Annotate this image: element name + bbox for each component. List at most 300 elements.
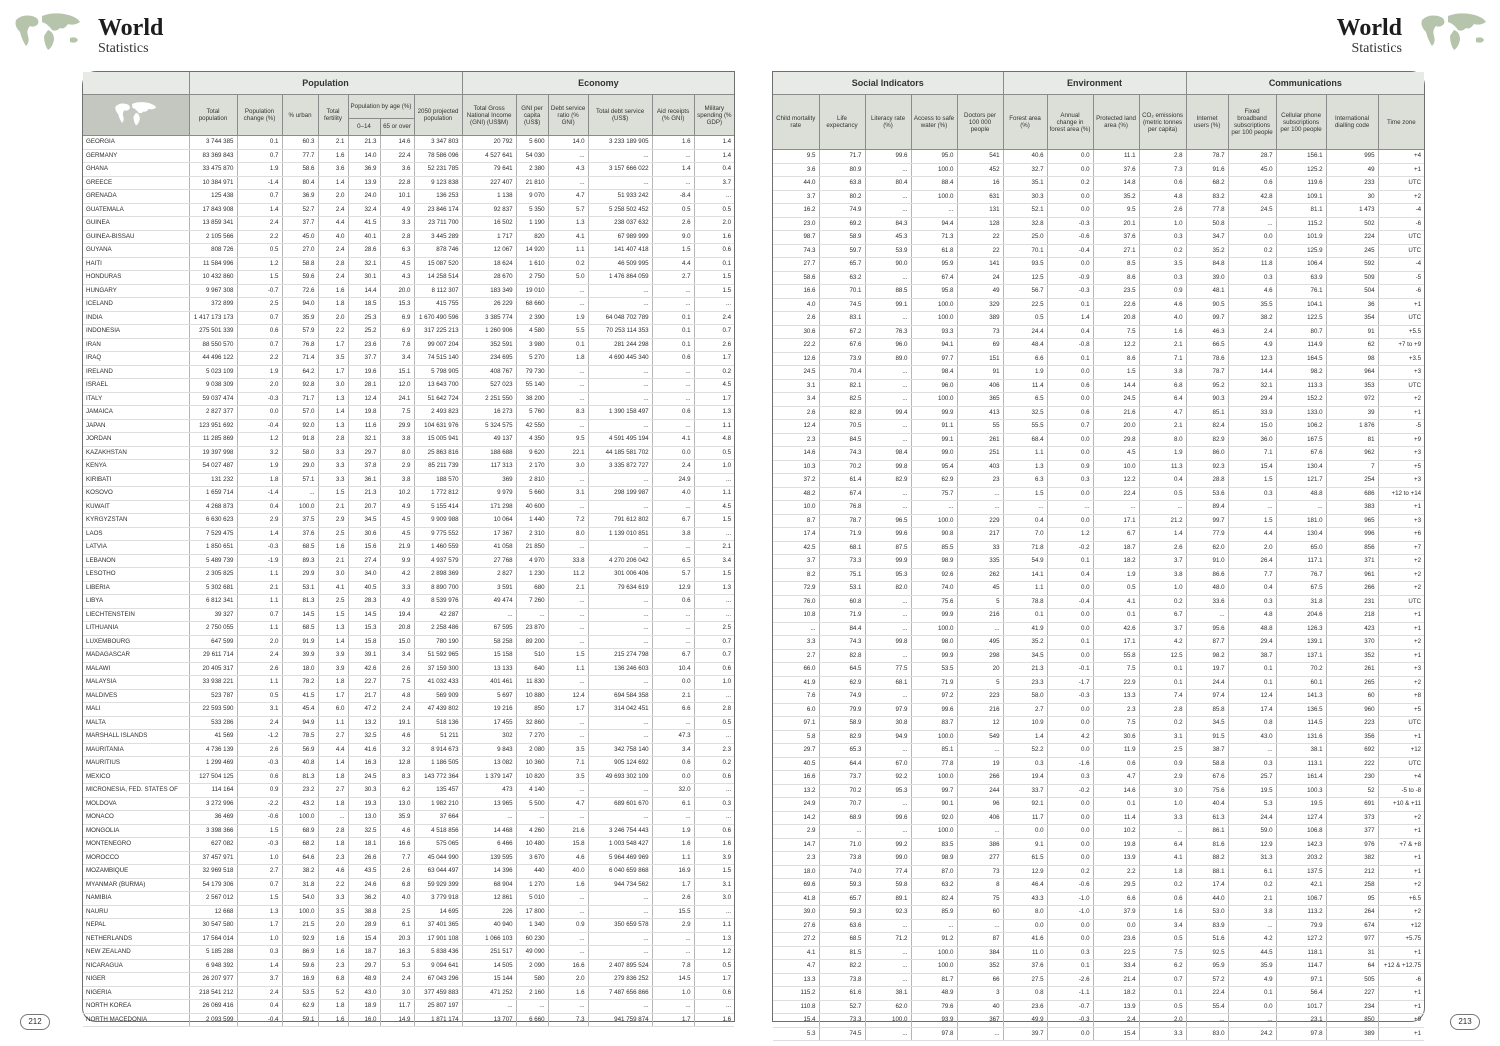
table-cell: 627 082 (189, 838, 237, 852)
table-cell: 905 124 692 (588, 757, 652, 771)
table-cell: 24.4 (1228, 811, 1276, 825)
table-cell: 8.3 (548, 406, 588, 420)
table-cell: 60 230 (516, 932, 548, 946)
table-cell: 130.4 (1276, 528, 1326, 542)
table-cell: 2.0 (237, 635, 282, 649)
table-cell: 2.6 (1139, 204, 1186, 218)
table-cell: 1.0 (1139, 798, 1186, 812)
table-row (83, 608, 734, 622)
table-cell: 15.6 (348, 541, 380, 555)
table-row (773, 1027, 1424, 1041)
table-cell: 98.4 (865, 447, 911, 461)
table-cell: 99.7 (1186, 514, 1228, 528)
table-cell: 100.0 (282, 811, 318, 825)
table-cell: 2 080 (516, 743, 548, 757)
table-cell: 18.2 (1093, 987, 1139, 1001)
table-cell: ... (865, 420, 911, 434)
table-cell: 8.0 (1139, 433, 1186, 447)
table-cell: 23.6 (348, 338, 380, 352)
table-row (83, 487, 734, 501)
table-cell: 0.2 (1139, 879, 1186, 893)
table-cell: 13.2 (348, 716, 380, 730)
table-cell: 6 466 (462, 838, 516, 852)
table-cell: 383 (1326, 501, 1378, 515)
table-cell: 32.4 (348, 203, 380, 217)
country-name: MALAWI (83, 662, 189, 676)
table-cell: -1.6 (1047, 757, 1093, 771)
table-cell: 88.5 (865, 285, 911, 299)
table-row (773, 784, 1424, 798)
table-cell: 1.5 (1003, 487, 1047, 501)
table-cell: ... (694, 689, 734, 703)
table-cell: 48.1 (1186, 285, 1228, 299)
table-cell: 575 065 (414, 838, 462, 852)
table-cell: 2.9 (318, 514, 348, 528)
table-cell: 2.4 (318, 244, 348, 258)
table-cell: 541 (957, 150, 1003, 164)
table-cell: 37 159 300 (414, 662, 462, 676)
table-cell: 3.6 (773, 163, 819, 177)
table-cell: ... (652, 379, 694, 393)
table-cell: +7 to +9 (1378, 339, 1424, 353)
table-cell: 68.1 (865, 676, 911, 690)
table-cell: 329 (957, 298, 1003, 312)
table-cell: 51 933 242 (588, 190, 652, 204)
table-row (83, 568, 734, 582)
table-cell: 0.8 (1003, 987, 1047, 1001)
table-cell: 11.7 (380, 1000, 414, 1014)
table-cell: ... (588, 635, 652, 649)
table-cell: 0.0 (1047, 919, 1093, 933)
table-cell: 234 695 (462, 352, 516, 366)
col-header: Doctors per 100 000 people (957, 95, 1003, 150)
table-cell: 68.9 (819, 811, 865, 825)
table-cell: 4 527 641 (462, 149, 516, 163)
table-cell: 0.0 (1228, 1000, 1276, 1014)
table-cell: ... (652, 635, 694, 649)
table-cell: 10 360 (516, 757, 548, 771)
table-cell: 1 417 173 173 (189, 311, 237, 325)
table-cell: 3.2 (380, 743, 414, 757)
table-cell: 1.1 (548, 662, 588, 676)
table-cell: 3.8 (1139, 568, 1186, 582)
table-cell: 23.2 (282, 784, 318, 798)
table-cell: 0.0 (652, 676, 694, 690)
table-cell: 17.4 (1228, 703, 1276, 717)
table-cell: ... (516, 1000, 548, 1014)
table-cell: 352 591 (462, 338, 516, 352)
table-cell: 2 105 566 (189, 230, 237, 244)
table-row (773, 406, 1424, 420)
table-cell: 1.4 (318, 757, 348, 771)
table-cell: 21.3 (348, 136, 380, 150)
table-row (773, 271, 1424, 285)
table-cell: 92.3 (865, 906, 911, 920)
table-cell: 203.2 (1276, 852, 1326, 866)
table-cell: 0.0 (1047, 393, 1093, 407)
table-cell: 82.9 (819, 730, 865, 744)
table-cell: 136 253 (414, 190, 462, 204)
table-cell: 24.0 (348, 190, 380, 204)
table-cell: 70 253 114 353 (588, 325, 652, 339)
table-cell: 4.7 (1093, 771, 1139, 785)
table-cell: 1.1 (1003, 582, 1047, 596)
table-cell: 15 087 520 (414, 257, 462, 271)
table-cell: 87.7 (1186, 636, 1228, 650)
table-cell: 100.3 (1276, 784, 1326, 798)
table-cell: 8 890 700 (414, 581, 462, 595)
table-cell: 54 179 306 (189, 878, 237, 892)
table-cell: 58.9 (819, 231, 865, 245)
table-row (773, 703, 1424, 717)
table-cell: 10 384 971 (189, 176, 237, 190)
table-cell: 6.7 (652, 649, 694, 663)
table-cell: 188 570 (414, 473, 462, 487)
table-cell: 0.0 (1093, 919, 1139, 933)
table-cell: 141.3 (1276, 690, 1326, 704)
table-cell: 51 592 965 (414, 649, 462, 663)
table-cell: 4 937 579 (414, 554, 462, 568)
table-cell: 0.2 (1228, 879, 1276, 893)
table-cell: -0.9 (1047, 271, 1093, 285)
table-cell: 1 473 (1326, 204, 1378, 218)
table-cell: 1 270 (516, 878, 548, 892)
table-cell: 80.7 (1276, 325, 1326, 339)
table-cell: 317 225 213 (414, 325, 462, 339)
table-cell: 1.6 (318, 932, 348, 946)
table-row (773, 541, 1424, 555)
table-cell: 18.1 (348, 838, 380, 852)
table-cell: 3.5 (1139, 258, 1186, 272)
table-row (83, 176, 734, 190)
table-cell: 84.5 (819, 433, 865, 447)
table-cell: 53.1 (282, 581, 318, 595)
table-cell: 30.6 (773, 325, 819, 339)
table-cell: 41.9 (773, 676, 819, 690)
table-cell: 30.1 (348, 271, 380, 285)
table-cell: 4 268 873 (189, 500, 237, 514)
table-cell: 100.0 (911, 163, 957, 177)
table-cell: 52.7 (819, 1000, 865, 1014)
table-cell: 2.3 (773, 433, 819, 447)
table-cell: 0.4 (694, 163, 734, 177)
table-cell: 13 133 (462, 662, 516, 676)
table-cell: 15 005 941 (414, 433, 462, 447)
country-name: GRENADA (83, 190, 189, 204)
table-cell: 2.8 (694, 703, 734, 717)
table-cell: +1 (1378, 852, 1424, 866)
table-cell: 18.2 (1093, 555, 1139, 569)
table-cell: 83.0 (1186, 1027, 1228, 1041)
table-cell: UTC (1378, 231, 1424, 245)
table-cell: 53.9 (865, 244, 911, 258)
table-cell: 1.9 (652, 824, 694, 838)
table-cell: 0.7 (237, 608, 282, 622)
table-cell: ... (911, 501, 957, 515)
table-cell: 25.2 (348, 325, 380, 339)
country-name: KUWAIT (83, 500, 189, 514)
table-cell: 20.7 (348, 500, 380, 514)
table-cell: 28.6 (348, 244, 380, 258)
header-subtitle: Statistics (1351, 41, 1402, 56)
table-cell: ... (548, 419, 588, 433)
table-cell: ... (588, 392, 652, 406)
table-cell: 4.2 (1228, 933, 1276, 947)
table-cell: 41.5 (282, 689, 318, 703)
table-cell: 1.8 (318, 770, 348, 784)
table-cell: 0.3 (1047, 946, 1093, 960)
table-cell: 5 302 681 (189, 581, 237, 595)
table-cell: 75.7 (911, 487, 957, 501)
table-cell: 13.0 (348, 811, 380, 825)
table-cell: 401 461 (462, 676, 516, 690)
table-cell: 20.0 (1093, 420, 1139, 434)
table-cell: 1.5 (694, 284, 734, 298)
table-cell: 4.2 (1047, 730, 1093, 744)
table-row (773, 663, 1424, 677)
table-cell: 48.9 (911, 987, 957, 1001)
page-header (98, 16, 163, 58)
table-cell: 1.4 (318, 635, 348, 649)
table-cell: 97.8 (1276, 1027, 1326, 1041)
table-cell: 22 (957, 244, 1003, 258)
table-cell: 25 863 816 (414, 446, 462, 460)
table-cell: 3 591 (462, 581, 516, 595)
table-cell: +6 (1378, 528, 1424, 542)
table-cell: 125.9 (1276, 244, 1326, 258)
table-cell: 98.9 (911, 852, 957, 866)
table-cell: +6.5 (1378, 892, 1424, 906)
table-cell: 4.5 (380, 527, 414, 541)
col-header: Literacy rate (%) (865, 95, 911, 150)
table-cell: 32.5 (348, 730, 380, 744)
table-cell: ... (1228, 919, 1276, 933)
table-cell: 52.7 (282, 203, 318, 217)
table-cell: 0.0 (1047, 811, 1093, 825)
table-cell: 2.2 (237, 352, 282, 366)
table-cell: 10.0 (1093, 460, 1139, 474)
table-cell: 510 (516, 649, 548, 663)
table-cell: 65.3 (819, 744, 865, 758)
country-name: MEXICO (83, 770, 189, 784)
table-cell: 76.0 (773, 595, 819, 609)
country-name: IRAQ (83, 352, 189, 366)
table-cell: 0.7 (237, 190, 282, 204)
table-cell: 15.8 (548, 838, 588, 852)
table-cell: 55 140 (516, 379, 548, 393)
table-cell: 59.3 (819, 879, 865, 893)
table-cell: 37.9 (1093, 906, 1139, 920)
table-cell: 127.4 (1276, 811, 1326, 825)
table-cell: 88.2 (1186, 852, 1228, 866)
table-cell: 0.1 (1047, 636, 1093, 650)
table-cell: ... (588, 473, 652, 487)
table-cell: 6.3 (380, 244, 414, 258)
table-cell: 3.1 (694, 878, 734, 892)
table-cell: 4 260 (516, 824, 548, 838)
table-cell: 35.9 (1228, 960, 1276, 974)
table-cell: ... (865, 825, 911, 839)
table-cell: 14 396 (462, 865, 516, 879)
table-cell: 1.5 (548, 649, 588, 663)
table-cell: 502 (1326, 217, 1378, 231)
table-row (773, 204, 1424, 218)
table-cell: 0.6 (237, 770, 282, 784)
table-cell: 30.6 (348, 527, 380, 541)
col-header: Total debt service (US$) (588, 95, 652, 136)
col-header: Life expectancy (819, 95, 865, 150)
table-cell: 523 787 (189, 689, 237, 703)
table-cell: 64.6 (282, 851, 318, 865)
table-cell: 1 066 103 (462, 932, 516, 946)
table-cell: 0.8 (1228, 717, 1276, 731)
table-cell: 0.3 (1228, 271, 1276, 285)
table-cell: 67.6 (1186, 771, 1228, 785)
table-cell: 74.5 (819, 298, 865, 312)
table-cell: 83.1 (819, 312, 865, 326)
table-cell: 3.0 (694, 892, 734, 906)
table-cell: 25.7 (1228, 771, 1276, 785)
table-cell: 37 401 365 (414, 919, 462, 933)
table-cell: 1.0 (237, 851, 282, 865)
table-cell: 2.1 (694, 541, 734, 555)
country-name: GHANA (83, 163, 189, 177)
table-cell: 47 439 802 (414, 703, 462, 717)
table-cell: 4.9 (1228, 973, 1276, 987)
table-cell: 71.7 (819, 150, 865, 164)
table-cell: 14.8 (1093, 177, 1139, 191)
table-cell: 2.2 (1093, 865, 1139, 879)
table-cell: 48.8 (1276, 487, 1326, 501)
table-cell: 2.1 (1139, 420, 1186, 434)
table-cell: 5.5 (548, 325, 588, 339)
table-cell: 71.9 (911, 676, 957, 690)
table-cell: 33.7 (1003, 784, 1047, 798)
table-cell: 0.3 (694, 797, 734, 811)
table-row (83, 811, 734, 825)
col-header: Total Gross National Income (GNI) (US$M) (462, 95, 516, 136)
table-cell: 64.4 (819, 757, 865, 771)
table-cell: 22.4 (380, 149, 414, 163)
table-cell: 1 186 505 (414, 757, 462, 771)
table-row (773, 582, 1424, 596)
table-cell: 9.5 (1093, 204, 1139, 218)
table-cell: 85 211 739 (414, 460, 462, 474)
table-cell: 14 468 (462, 824, 516, 838)
table-cell: +2 (1378, 676, 1424, 690)
table-cell: 68.5 (282, 622, 318, 636)
table-cell: 15.0 (1228, 420, 1276, 434)
table-cell: 0.7 (1139, 973, 1186, 987)
table-cell: ... (548, 595, 588, 609)
table-cell: 6.5 (1003, 393, 1047, 407)
table-cell: 680 (516, 581, 548, 595)
table-cell: 4.6 (548, 851, 588, 865)
table-cell: 63 044 497 (414, 865, 462, 879)
table-cell: 87 (957, 933, 1003, 947)
table-cell: 95.3 (865, 784, 911, 798)
table-cell: 13 965 (462, 797, 516, 811)
table-row (773, 717, 1424, 731)
table-cell: 2.3 (694, 743, 734, 757)
table-cell: 66 (957, 973, 1003, 987)
table-cell: 29.7 (348, 446, 380, 460)
table-cell: 48.0 (1186, 582, 1228, 596)
table-cell: ... (588, 365, 652, 379)
table-cell: 17 564 014 (189, 932, 237, 946)
table-cell: 2.0 (548, 973, 588, 987)
table-cell: ... (819, 825, 865, 839)
table-cell: 222 (1326, 757, 1378, 771)
table-cell: 65.7 (819, 258, 865, 272)
table-cell: 30 (1326, 190, 1378, 204)
table-cell: 60 (1326, 690, 1378, 704)
table-cell: 74 515 140 (414, 352, 462, 366)
table-cell: 1 717 (462, 230, 516, 244)
table-cell: 43.2 (282, 797, 318, 811)
table-cell: 96.0 (865, 339, 911, 353)
table-cell: 99.9 (911, 649, 957, 663)
table-cell: 44.0 (1186, 892, 1228, 906)
table-cell: ... (652, 716, 694, 730)
col-header: 65 or over (380, 118, 414, 135)
table-cell: 88.1 (1186, 865, 1228, 879)
table-cell: 22 593 590 (189, 703, 237, 717)
table-cell: 1.1 (694, 487, 734, 501)
table-cell: 6.4 (1139, 393, 1186, 407)
table-cell: 234 (1326, 1000, 1378, 1014)
table-cell: 23 711 700 (414, 217, 462, 231)
table-cell: 12 861 (462, 892, 516, 906)
table-cell: 2.2 (318, 325, 348, 339)
table-cell: 2 898 369 (414, 568, 462, 582)
table-cell: 16 273 (462, 406, 516, 420)
table-cell: 0.5 (694, 203, 734, 217)
table-cell: 2.4 (237, 986, 282, 1000)
table-cell: 692 (1326, 744, 1378, 758)
table-cell: 0.0 (652, 446, 694, 460)
table-cell: 0.0 (1047, 933, 1093, 947)
table-cell: 1.4 (1047, 312, 1093, 326)
table-cell: 49 (957, 285, 1003, 299)
table-cell: 1 440 (516, 514, 548, 528)
country-name: MADAGASCAR (83, 649, 189, 663)
table-cell: +12 (1378, 744, 1424, 758)
table-cell: 0.9 (1139, 285, 1186, 299)
table-cell: 3.3 (318, 446, 348, 460)
table-cell: ... (548, 379, 588, 393)
table-cell: 11.9 (1093, 744, 1139, 758)
table-cell: 55 (957, 420, 1003, 434)
table-cell: 3.8 (380, 473, 414, 487)
table-cell: 100.0 (911, 730, 957, 744)
table-cell: 17.4 (773, 528, 819, 542)
table-cell: 3 398 366 (189, 824, 237, 838)
table-cell: 13.3 (1093, 690, 1139, 704)
table-cell: 2.3 (318, 851, 348, 865)
table-cell: +4 (1378, 150, 1424, 164)
table-cell: 64 048 702 789 (588, 311, 652, 325)
table-cell: 14.0 (348, 149, 380, 163)
table-cell: 78.2 (282, 676, 318, 690)
table-cell: 808 726 (189, 244, 237, 258)
table-cell: 36.9 (282, 190, 318, 204)
table-cell: 0.2 (1139, 595, 1186, 609)
table-cell: 5 760 (516, 406, 548, 420)
table-cell: 131 (957, 204, 1003, 218)
table-cell: 84.8 (1186, 258, 1228, 272)
table-cell: 3.4 (1139, 919, 1186, 933)
